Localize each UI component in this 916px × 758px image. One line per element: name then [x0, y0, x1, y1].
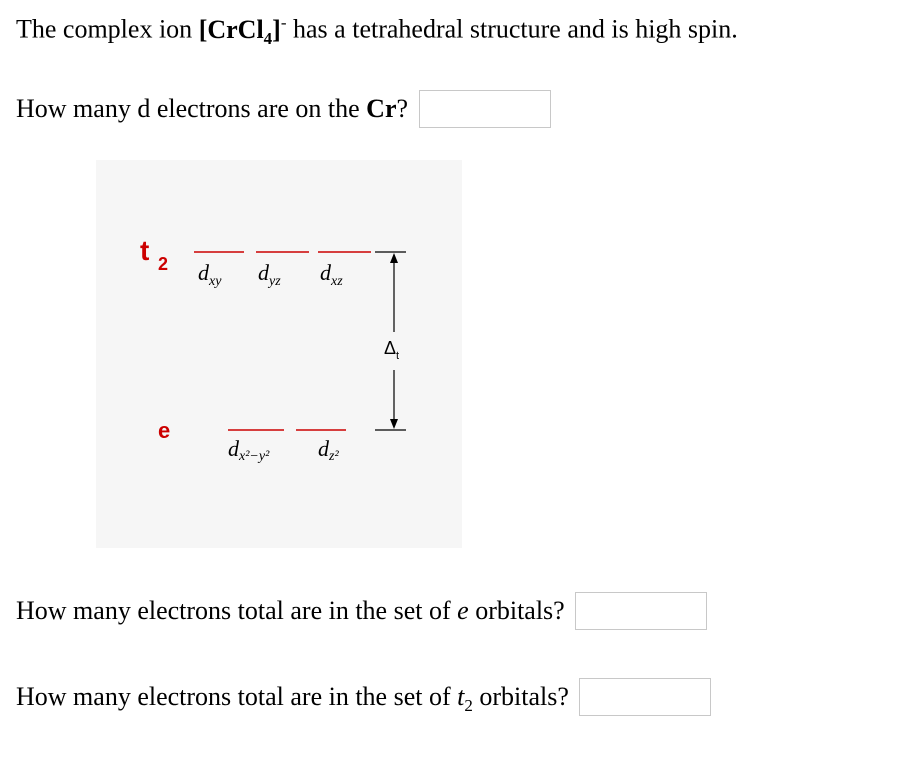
question-3-text [16, 594, 707, 632]
q4-set-subscript: 2 [464, 696, 473, 716]
formula-close: ] [272, 14, 281, 44]
q2-suffix: ? [396, 93, 409, 123]
question-1-text [16, 8, 738, 54]
t2-label-subscript: 2 [158, 254, 169, 274]
orbital-label-dz2: dz² [318, 436, 339, 464]
q3-prefix: How many electrons total are in the set of [16, 595, 458, 625]
q2-element: Cr [366, 93, 397, 123]
e-label: e [158, 418, 171, 443]
q3-set-symbol: e [457, 595, 469, 625]
formula-subscript: 4 [263, 28, 273, 48]
orbital-label-dxy: $d_{xy}$ [198, 260, 222, 289]
splitting-diagram-svg [96, 160, 462, 548]
q4-prefix: How many electrons total are in the set of [16, 681, 458, 711]
question-4-text [16, 680, 711, 721]
e-electrons-answer-box [575, 592, 707, 630]
question-2-text [16, 92, 551, 130]
t2-electrons-input[interactable] [580, 679, 710, 715]
q4-suffix: orbitals? [472, 681, 569, 711]
complex-ion-formula [198, 14, 281, 48]
formula-open: [CrCl [198, 14, 264, 44]
q3-suffix: orbitals? [468, 595, 565, 625]
crystal-field-diagram [96, 160, 462, 548]
q1-suffix: has a tetrahedral structure and is high spin. [286, 14, 738, 44]
ion-charge: - [280, 13, 287, 32]
d-electrons-answer-box [419, 90, 551, 128]
orbital-label-dx2-y2: dx²−y² [228, 436, 270, 464]
orbital-label-dyz: $d_{yz}$ [258, 260, 281, 289]
e-electrons-input[interactable] [576, 593, 706, 629]
t2-electrons-answer-box [579, 678, 711, 716]
t2-label: t [140, 235, 150, 266]
q2-prefix: How many d electrons are on the [16, 93, 367, 123]
q1-prefix: The complex ion [16, 14, 199, 44]
orbital-label-dxz: $d_{xz}$ [320, 260, 343, 289]
q4-set-symbol: t [457, 681, 465, 711]
delta-t-label: $\Delta_t$ [384, 338, 400, 362]
d-electrons-input[interactable] [420, 91, 550, 127]
